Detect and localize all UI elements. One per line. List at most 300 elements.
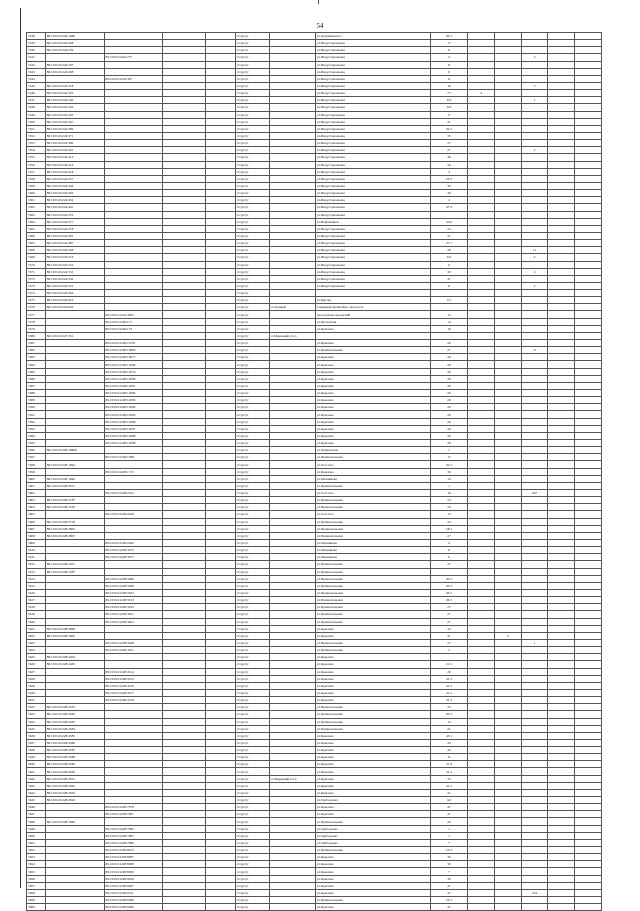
city-cell: г.Сургут (235, 661, 270, 668)
empty-cell (163, 839, 206, 846)
row-number: 5635 (27, 725, 46, 732)
settlement-cell (270, 425, 315, 432)
empty-cell (548, 868, 575, 875)
table-row (27, 861, 602, 868)
empty-cell (163, 54, 206, 61)
city-cell: г.Сургут (235, 682, 270, 689)
house-cell: 20/1 (430, 33, 467, 40)
house-cell: 27 (430, 611, 467, 618)
empty-cell (575, 132, 602, 139)
empty-cell (163, 111, 206, 118)
value-cell-c (521, 518, 548, 525)
cadastral-number (45, 354, 104, 361)
house-cell: 13 (430, 511, 467, 518)
row-number: 5606 (27, 518, 46, 525)
row-number: 5649 (27, 825, 46, 832)
empty-cell (575, 40, 602, 47)
empty-cell (206, 589, 235, 596)
empty-cell (163, 797, 206, 804)
empty-cell (206, 347, 235, 354)
empty-cell (206, 704, 235, 711)
table-row (27, 632, 602, 639)
row-number: 5618 (27, 604, 46, 611)
empty-cell (575, 190, 602, 197)
house-cell: 14 (430, 318, 467, 325)
house-cell: 41/1 (430, 697, 467, 704)
empty-cell (163, 525, 206, 532)
empty-cell (575, 661, 602, 668)
street-cell: ул.Индустриальная (315, 132, 430, 139)
row-number: 5625 (27, 654, 46, 661)
street-cell: ул.Индустриальная (315, 75, 430, 82)
empty-cell (548, 561, 575, 568)
city-cell: г.Сургут (235, 839, 270, 846)
cadastral-number (45, 404, 104, 411)
value-cell-a (468, 297, 495, 304)
street-cell: ул.Индустриальная (315, 104, 430, 111)
cadastral-number (45, 697, 104, 704)
row-number: 5638 (27, 747, 46, 754)
street-cell: ул.Индустриальная (315, 254, 430, 261)
value-cell-a (468, 804, 495, 811)
value-cell-a (468, 797, 495, 804)
empty-cell (206, 854, 235, 861)
empty-cell (548, 225, 575, 232)
cadastral-number: 86:10:0101228:4586 (45, 739, 104, 746)
value-cell-c (521, 661, 548, 668)
settlement-cell (270, 47, 315, 54)
value-cell-b (494, 597, 521, 604)
empty-cell (206, 718, 235, 725)
settlement-cell (270, 254, 315, 261)
value-cell-a (468, 868, 495, 875)
cadastral-number: 86:10:0101224:437 (45, 175, 104, 182)
cadastral-number-alt: 86:10:0101224:307 (104, 75, 163, 82)
empty-cell (575, 725, 602, 732)
empty-cell (206, 354, 235, 361)
empty-cell (548, 525, 575, 532)
cadastral-number: 86:10:0101224:487 (45, 240, 104, 247)
cadastral-number: 86:10:0101224:340 (45, 97, 104, 104)
table-row (27, 90, 602, 97)
settlement-cell (270, 368, 315, 375)
city-cell: г.Сургут (235, 397, 270, 404)
row-number: 5609 (27, 539, 46, 546)
row-number: 5646 (27, 804, 46, 811)
value-cell-c (521, 839, 548, 846)
street-cell: ул.Привокзальная (315, 532, 430, 539)
street-cell: ул.Крылова (315, 875, 430, 882)
empty-cell (575, 668, 602, 675)
value-cell-c (521, 668, 548, 675)
table-row (27, 468, 602, 475)
empty-cell (548, 440, 575, 447)
settlement-cell (270, 461, 315, 468)
value-cell-c (521, 397, 548, 404)
cadastral-number (45, 839, 104, 846)
house-cell: 46 (430, 154, 467, 161)
empty-cell (548, 168, 575, 175)
empty-cell (548, 532, 575, 539)
value-cell-c: 1 (521, 639, 548, 646)
row-number: 5577 (27, 311, 46, 318)
value-cell-c: 5 (521, 82, 548, 89)
cadastral-number-alt (104, 725, 163, 732)
empty-cell (206, 368, 235, 375)
house-cell: 35 (430, 775, 467, 782)
empty-cell (548, 654, 575, 661)
value-cell-c (521, 33, 548, 40)
empty-cell (206, 582, 235, 589)
empty-cell (575, 611, 602, 618)
city-cell: г.Сургут (235, 704, 270, 711)
row-number: 5580 (27, 332, 46, 339)
cadastral-number-alt: 86:10:0101228:9566 (104, 897, 163, 904)
city-cell: г.Сургут (235, 782, 270, 789)
settlement-cell (270, 618, 315, 625)
empty-cell (575, 575, 602, 582)
cadastral-number: 86:10:0101224:620 (45, 304, 104, 311)
empty-cell (206, 889, 235, 896)
settlement-cell (270, 611, 315, 618)
street-cell: ул.Привокзальная (315, 618, 430, 625)
value-cell-c (521, 90, 548, 97)
city-cell: г.Сургут (235, 739, 270, 746)
cadastral-number-alt: 86:10:0101228:12083 (104, 397, 163, 404)
cadastral-number-alt (104, 161, 163, 168)
cadastral-number-alt: 86:10:0101224:4055 (104, 311, 163, 318)
settlement-cell (270, 625, 315, 632)
empty-cell (206, 697, 235, 704)
cadastral-number-alt (104, 775, 163, 782)
table-row (27, 504, 602, 511)
value-cell-c (521, 482, 548, 489)
city-cell: г.Сургут (235, 111, 270, 118)
empty-cell (548, 875, 575, 882)
empty-cell (575, 461, 602, 468)
cadastral-number: 86:10:0101228:3387 (45, 568, 104, 575)
empty-cell (206, 340, 235, 347)
house-cell: 14 (430, 475, 467, 482)
cadastral-number-alt: 86:10:0101228:10893 (104, 347, 163, 354)
value-cell-a (468, 789, 495, 796)
cadastral-number-alt (104, 632, 163, 639)
row-number: 5630 (27, 689, 46, 696)
house-cell: 4 (430, 539, 467, 546)
cadastral-number-alt: 86:10:0101228:12082 (104, 390, 163, 397)
cadastral-number (45, 318, 104, 325)
empty-cell (575, 697, 602, 704)
empty-cell (206, 447, 235, 454)
empty-cell (575, 325, 602, 332)
cadastral-number: 86:10:0101224:208 (45, 40, 104, 47)
value-cell-b (494, 811, 521, 818)
value-cell-c (521, 804, 548, 811)
house-cell (430, 211, 467, 218)
cadastral-number-alt: 86:10:0101228:8013 (104, 847, 163, 854)
table-row (27, 261, 602, 268)
cadastral-number-alt: 86:10:0101228:7978 (104, 804, 163, 811)
value-cell-a (468, 718, 495, 725)
empty-cell (163, 711, 206, 718)
empty-cell (575, 297, 602, 304)
settlement-cell (270, 632, 315, 639)
table-row (27, 97, 602, 104)
settlement-cell (270, 375, 315, 382)
empty-cell (163, 597, 206, 604)
cadastral-number-alt: 86:10:0101228:12085 (104, 411, 163, 418)
empty-cell (548, 775, 575, 782)
empty-cell (548, 132, 575, 139)
cadastral-number: 86:10:0101227:331 (45, 332, 104, 339)
empty-cell (575, 354, 602, 361)
row-number: 5592 (27, 418, 46, 425)
empty-cell (206, 739, 235, 746)
value-cell-c (521, 275, 548, 282)
value-cell-b (494, 33, 521, 40)
value-cell-c (521, 682, 548, 689)
row-number: 5540 (27, 47, 46, 54)
table-row (27, 454, 602, 461)
street-cell: ул.Крылова (315, 668, 430, 675)
row-number: 5575 (27, 297, 46, 304)
city-cell: г.Сургут (235, 461, 270, 468)
city-cell: г.Сургут (235, 61, 270, 68)
street-cell: ул.Привокзальная (315, 561, 430, 568)
street-cell: ул.Грибоедова (315, 825, 430, 832)
cadastral-number-alt (104, 61, 163, 68)
row-number: 5612 (27, 561, 46, 568)
city-cell: г.Сургут (235, 597, 270, 604)
table-row (27, 304, 602, 311)
empty-cell (163, 104, 206, 111)
house-cell: 41/1 (430, 689, 467, 696)
value-cell-b (494, 240, 521, 247)
cadastral-number: 86:10:0101224:461 (45, 204, 104, 211)
house-cell: 11 (430, 754, 467, 761)
street-cell: ул.Индустриальная (315, 61, 430, 68)
cadastral-number: 86:10:0101228:4594 (45, 797, 104, 804)
table-row (27, 447, 602, 454)
city-cell: г.Сургут (235, 90, 270, 97)
value-cell-a (468, 461, 495, 468)
settlement-cell (270, 75, 315, 82)
empty-cell (163, 532, 206, 539)
city-cell: г.Сургут (235, 361, 270, 368)
empty-cell (206, 282, 235, 289)
value-cell-b (494, 747, 521, 754)
cadastral-number: 86:10:0101224:345 (45, 111, 104, 118)
cadastral-number: 86:10:0101228:4589 (45, 761, 104, 768)
cadastral-number-alt: 86:10:0101228:1588 (104, 454, 163, 461)
settlement-cell (270, 882, 315, 889)
row-number: 5546 (27, 90, 46, 97)
empty-cell (548, 104, 575, 111)
empty-cell (163, 811, 206, 818)
cadastral-number-alt: 86:10:0101228:3824 (104, 618, 163, 625)
empty-cell (575, 754, 602, 761)
street-cell: ул.Крылова (315, 661, 430, 668)
table-row (27, 589, 602, 596)
city-cell: г.Сургут (235, 132, 270, 139)
row-number: 5637 (27, 739, 46, 746)
cadastral-number: 86:10:0101224:416 (45, 161, 104, 168)
empty-cell (206, 497, 235, 504)
cadastral-number: 86:10:0101224:542 (45, 275, 104, 282)
empty-cell (575, 582, 602, 589)
row-number: 5648 (27, 818, 46, 825)
value-cell-a (468, 511, 495, 518)
empty-cell (548, 418, 575, 425)
cadastral-number-alt (104, 190, 163, 197)
value-cell-b (494, 739, 521, 746)
row-number: 5599 (27, 468, 46, 475)
street-cell: ул.Толстого (315, 490, 430, 497)
empty-cell (548, 397, 575, 404)
empty-cell (548, 647, 575, 654)
cadastral-number-alt (104, 33, 163, 40)
city-cell: г.Сургут (235, 725, 270, 732)
value-cell-b (494, 732, 521, 739)
value-cell-c: 6 (521, 347, 548, 354)
street-cell: ул.Крылова (315, 882, 430, 889)
row-number: 5554 (27, 147, 46, 154)
value-cell-a (468, 854, 495, 861)
table-row (27, 847, 602, 854)
value-cell-c (521, 232, 548, 239)
value-cell-a (468, 75, 495, 82)
empty-cell (163, 654, 206, 661)
settlement-cell (270, 232, 315, 239)
settlement-cell (270, 832, 315, 839)
empty-cell (163, 182, 206, 189)
empty-cell (548, 754, 575, 761)
cadastral-number-alt (104, 40, 163, 47)
cadastral-number: 86:10:0101228:4585 (45, 732, 104, 739)
street-cell: ул.Привокзальная (315, 639, 430, 646)
row-number: 5627 (27, 668, 46, 675)
city-cell: г.Сургут (235, 225, 270, 232)
cadastral-number: 86:10:0101224:297 (45, 61, 104, 68)
value-cell-b (494, 190, 521, 197)
street-cell: ул.Крылова (315, 904, 430, 911)
empty-cell (548, 340, 575, 347)
house-cell: 16 (430, 82, 467, 89)
value-cell-c (521, 168, 548, 175)
empty-cell (575, 504, 602, 511)
city-cell: г.Сургут (235, 54, 270, 61)
row-number: 5613 (27, 568, 46, 575)
city-cell: г.Сургут (235, 290, 270, 297)
city-cell: г.Сургут (235, 539, 270, 546)
city-cell: г.Сургут (235, 797, 270, 804)
cadastral-number-alt (104, 240, 163, 247)
empty-cell (575, 761, 602, 768)
cadastral-number: 86:10:0101228:2011 (45, 482, 104, 489)
house-cell: 36 (430, 875, 467, 882)
street-cell: ул.Нефтяников (315, 218, 430, 225)
empty-cell (206, 504, 235, 511)
house-cell: 21/1 (430, 661, 467, 668)
value-cell-b (494, 875, 521, 882)
empty-cell (575, 261, 602, 268)
empty-cell (163, 225, 206, 232)
value-cell-c (521, 718, 548, 725)
house-cell: 21 (430, 232, 467, 239)
empty-cell (575, 647, 602, 654)
empty-cell (206, 175, 235, 182)
street-cell: ул.Грибоедова (315, 797, 430, 804)
empty-cell (575, 511, 602, 518)
empty-cell (206, 261, 235, 268)
settlement-cell (270, 268, 315, 275)
value-cell-c: 1 (521, 97, 548, 104)
table-row (27, 854, 602, 861)
city-cell: г.Сургут (235, 647, 270, 654)
table-row (27, 340, 602, 347)
empty-cell (163, 882, 206, 889)
value-cell-b (494, 154, 521, 161)
value-cell-a (468, 818, 495, 825)
empty-cell (163, 204, 206, 211)
settlement-cell (270, 282, 315, 289)
value-cell-c (521, 68, 548, 75)
cadastral-number: 86:10:0101228:3201 (45, 561, 104, 568)
table-row (27, 268, 602, 275)
value-cell-c (521, 111, 548, 118)
row-number: 5565 (27, 225, 46, 232)
value-cell-c (521, 704, 548, 711)
empty-cell (548, 861, 575, 868)
value-cell-c (521, 604, 548, 611)
empty-cell (548, 704, 575, 711)
street-cell: ул.Индустриальная (315, 118, 430, 125)
empty-cell (548, 882, 575, 889)
empty-cell (163, 197, 206, 204)
empty-cell (575, 797, 602, 804)
table-row (27, 347, 602, 354)
cadastral-number: 86:10:0101228:10666 (45, 447, 104, 454)
table-row (27, 325, 602, 332)
empty-cell (163, 161, 206, 168)
empty-cell (163, 418, 206, 425)
street-cell: ул.Крылова (315, 775, 430, 782)
cadastral-number-alt: 86:10:0101228:10791 (104, 340, 163, 347)
cadastral-number-alt (104, 447, 163, 454)
row-number: 5597 (27, 454, 46, 461)
house-cell: 41 (430, 789, 467, 796)
empty-cell (206, 404, 235, 411)
value-cell-b (494, 132, 521, 139)
value-cell-b (494, 668, 521, 675)
empty-cell (575, 432, 602, 439)
empty-cell (548, 689, 575, 696)
empty-cell (575, 704, 602, 711)
street-cell: ул.Крылова (315, 440, 430, 447)
value-cell-a (468, 218, 495, 225)
empty-cell (575, 418, 602, 425)
value-cell-c (521, 325, 548, 332)
table-row (27, 461, 602, 468)
empty-cell (163, 804, 206, 811)
table-row (27, 739, 602, 746)
settlement-cell (270, 211, 315, 218)
empty-cell (575, 804, 602, 811)
cadastral-number-alt: 86:10:0101228:9569 (104, 904, 163, 911)
empty-cell (206, 711, 235, 718)
settlement-cell (270, 639, 315, 646)
cadastral-number-alt (104, 525, 163, 532)
